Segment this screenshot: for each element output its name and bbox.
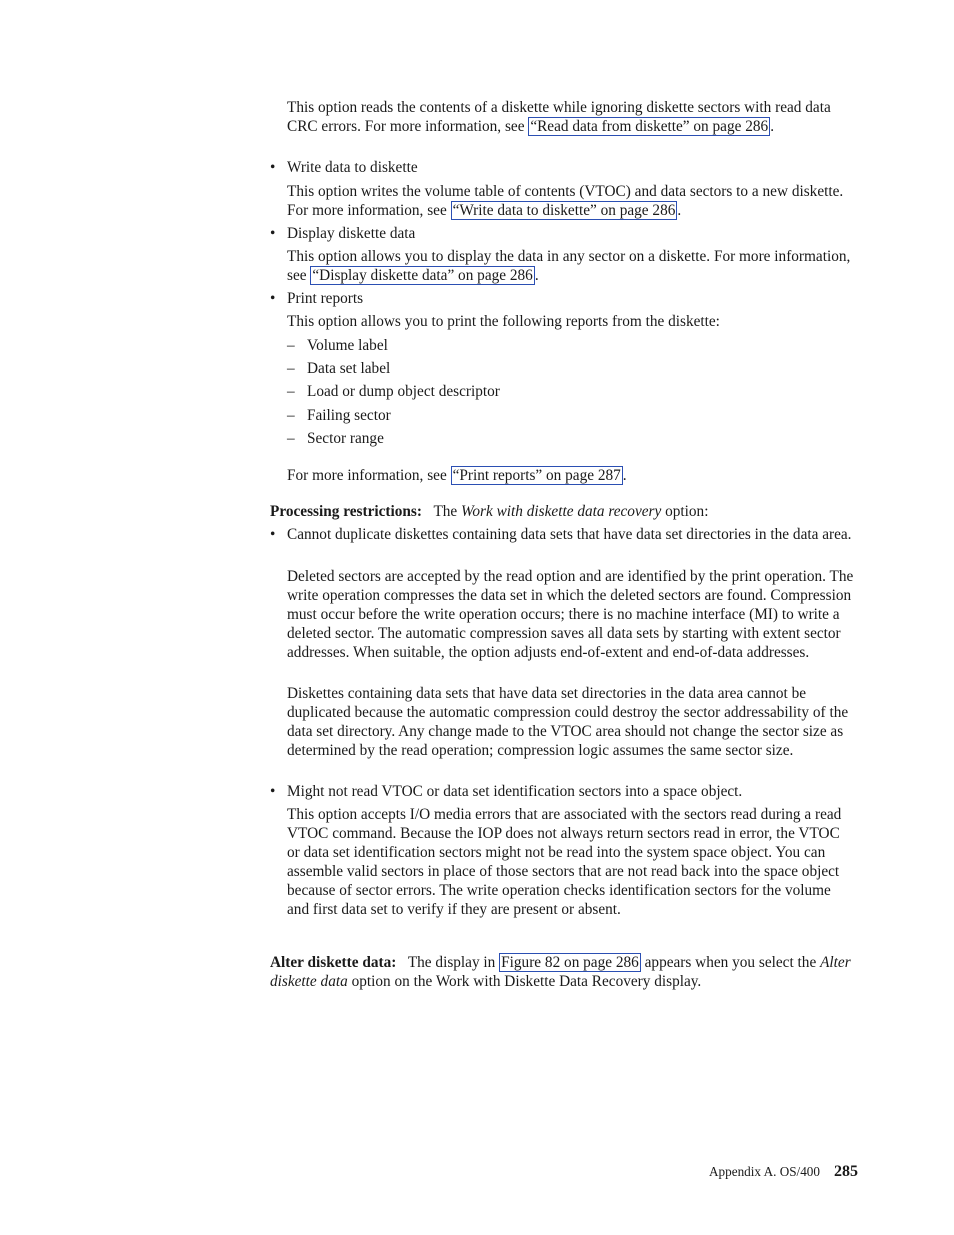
processing-restrictions-heading: Processing restrictions: The Work with diskette data recovery option: <box>270 503 709 520</box>
print-reports-more-info: For more information, see “Print reports” on page 287 . <box>287 467 627 484</box>
read-data-xref-link[interactable]: “Read data from diskette” on page 286 <box>530 117 769 135</box>
footer-appendix-label: Appendix A. OS/400 <box>709 1164 820 1179</box>
bullet-marker: • <box>270 290 276 307</box>
report-item: Data set label <box>307 360 391 377</box>
display-option-title: Display diskette data <box>287 225 416 242</box>
restriction-paragraph: Diskettes containing data sets that have data set directories in the data area cannot be duplicated because the automatic compression could destroy the sector addressability of the data set directory. Any change made to the VTOC area should not change the sector size as determined by the read operation; compression logic assumes the same sector size. <box>287 685 849 759</box>
dash-marker: – <box>287 360 295 377</box>
restriction-title: Cannot duplicate diskettes containing data sets that have data set directories in the data area. <box>287 526 852 543</box>
restriction-title: Might not read VTOC or data set identification sectors into a space object. <box>287 783 743 800</box>
bullet-marker: • <box>270 159 276 176</box>
dash-marker: – <box>287 337 295 354</box>
page-number: 285 <box>834 1163 858 1180</box>
print-option-description: This option allows you to print the following reports from the diskette: <box>287 313 720 330</box>
figure-82-xref-link[interactable]: Figure 82 on page 286 <box>501 954 639 971</box>
dash-marker: – <box>287 407 295 424</box>
report-item: Volume label <box>307 337 388 354</box>
bullet-marker: • <box>270 225 276 242</box>
report-item: Load or dump object descriptor <box>307 383 500 400</box>
page-footer <box>600 1163 858 1182</box>
alter-diskette-data-section: Alter diskette data: The display in Figure 82 on page 286 appears when you select the Alter diskette data option on the Work with Diskette Data Recovery display. <box>270 954 851 990</box>
restriction-paragraph: Deleted sectors are accepted by the read option and are identified by the print operation. The write operation compresses the data set in which the deleted sectors are found. Compression must occur before the write operation occurs; there is no machine interface (MI) to write a deleted sector. The automatic compression saves all data sets by starting with extent sector addresses. When suitable, the option adjusts end-of-extent and end-of-data addresses. <box>287 568 854 661</box>
dash-marker: – <box>287 430 295 447</box>
display-option-description: This option allows you to display the data in any sector on a diskette. For more information, see “Display diskette data” on page 286 . <box>287 248 851 284</box>
bullet-marker: • <box>270 526 276 543</box>
print-option-title: Print reports <box>287 290 364 307</box>
write-option-description: This option writes the volume table of contents (VTOC) and data sectors to a new diskette. For more information, see “Write data to diskette” on page 286 . <box>287 183 844 219</box>
dash-marker: – <box>287 383 295 400</box>
bullet-marker: • <box>270 783 276 800</box>
print-reports-xref-link[interactable]: “Print reports” on page 287 <box>452 467 621 484</box>
read-option-description: This option reads the contents of a diskette while ignoring diskette sectors with read data CRC errors. For more information, see “Read data from diskette” on page 286 . <box>287 99 831 135</box>
display-data-xref-link[interactable]: “Display diskette data” on page 286 <box>312 266 533 284</box>
report-item: Sector range <box>307 430 384 447</box>
processing-restrictions-lead: Processing restrictions: <box>270 503 422 520</box>
write-option-title: Write data to diskette <box>287 159 418 176</box>
report-item: Failing sector <box>307 407 391 424</box>
alter-diskette-data-lead: Alter diskette data: <box>270 954 397 971</box>
write-data-xref-link[interactable]: “Write data to diskette” on page 286 <box>452 201 676 219</box>
restriction-paragraph: This option accepts I/O media errors that are associated with the sectors read during a read VTOC command. Because the IOP does not always return sectors read in error, the VTOC or data set identification sectors might not be read into the system space object. You can assemble valid sectors in place of those sectors that are not read back into the space object because of sector errors. The write operation checks identification sectors for the volume and first data set to verify if they are present or absent. <box>287 806 842 918</box>
